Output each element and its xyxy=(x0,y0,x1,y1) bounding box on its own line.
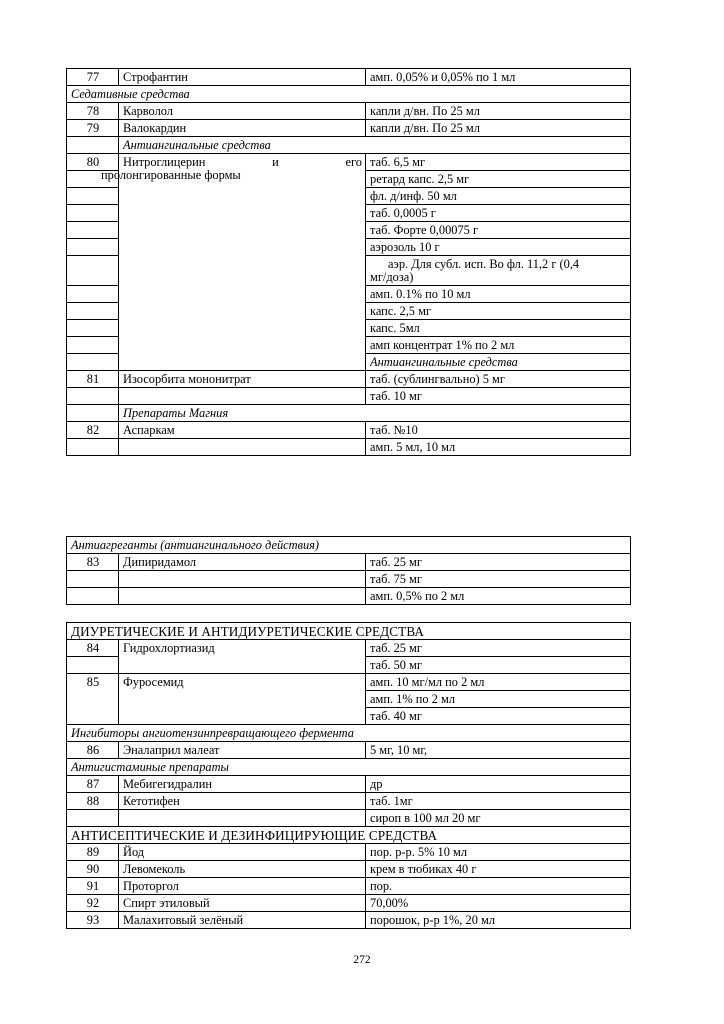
section-title: Препараты Магния xyxy=(119,405,631,422)
row-number: 84 xyxy=(67,640,119,657)
row-number: 86 xyxy=(67,742,119,759)
drug-form: таб. (сублингвально) 5 мг xyxy=(366,371,631,388)
drug-form: пор. р-р. 5% 10 мл xyxy=(366,844,631,861)
row-number: 77 xyxy=(67,69,119,86)
drug-name: Проторгол xyxy=(119,878,366,895)
drug-form: пор. xyxy=(366,878,631,895)
drug-name: Малахитовый зелёный xyxy=(119,912,366,929)
page-number: 272 xyxy=(353,954,371,966)
drug-table-antiaggregants xyxy=(66,536,631,605)
drug-form: фл. д/инф. 50 мл xyxy=(366,188,631,205)
group-header: АНТИСЕПТИЧЕСКИЕ И ДЕЗИНФИЦИРУЮЩИЕ СРЕДСТВА xyxy=(67,827,631,844)
drug-form: др xyxy=(366,776,631,793)
section-title: Антигистаминые препараты xyxy=(67,759,631,776)
table-row xyxy=(67,640,631,657)
table-row xyxy=(67,878,631,895)
drug-form: таб. Форте 0,00075 г xyxy=(366,222,631,239)
drug-form: ретард капс. 2,5 мг xyxy=(366,171,631,188)
drug-name xyxy=(101,154,366,371)
table-row xyxy=(67,588,631,605)
table-row xyxy=(67,422,631,439)
drug-form: амп. 0,5% по 2 мл xyxy=(366,588,631,605)
row-number: 93 xyxy=(67,912,119,929)
table-row xyxy=(67,103,631,120)
drug-name: Гидрохлортиазид xyxy=(119,640,366,674)
row-number: 82 xyxy=(67,422,119,439)
drug-form-line: мг/доза) xyxy=(370,270,414,284)
drug-form xyxy=(366,256,631,286)
section-title: Седативные средства xyxy=(67,86,631,103)
drug-form: таб. 0,0005 г xyxy=(366,205,631,222)
drug-table-diuretics xyxy=(66,622,631,929)
drug-form: таб. №10 xyxy=(366,422,631,439)
drug-form: аэрозоль 10 г xyxy=(366,239,631,256)
table-row xyxy=(67,388,631,405)
table-row xyxy=(67,742,631,759)
table-row xyxy=(67,120,631,137)
drug-name: Кетотифен xyxy=(119,793,366,810)
drug-name: Эналаприл малеат xyxy=(119,742,366,759)
drug-form: таб. 75 мг xyxy=(366,571,631,588)
drug-form: 70,00% xyxy=(366,895,631,912)
drug-name: Карволол xyxy=(119,103,366,120)
section-title: Антиангинальные средства xyxy=(119,137,631,154)
drug-form: капли д/вн. По 25 мл xyxy=(366,103,631,120)
table-row xyxy=(67,912,631,929)
drug-name: Строфантин xyxy=(119,69,366,86)
table-row xyxy=(67,895,631,912)
row-number: 79 xyxy=(67,120,119,137)
table-row xyxy=(67,69,631,86)
drug-form-line: аэр. Для субл. исп. Во фл. 11,2 г (0,4 xyxy=(388,257,580,271)
drug-name: Йод xyxy=(119,844,366,861)
drug-name: Спирт этиловый xyxy=(119,895,366,912)
drug-form: крем в тюбиках 40 г xyxy=(366,861,631,878)
table-row xyxy=(67,861,631,878)
row-number: 89 xyxy=(67,844,119,861)
table-row xyxy=(67,439,631,456)
section-row xyxy=(67,405,631,422)
group-header: ДИУРЕТИЧЕСКИЕ И АНТИДИУРЕТИЧЕСКИЕ СРЕДСТВА xyxy=(67,623,631,640)
drug-form: таб. 50 мг xyxy=(366,657,631,674)
table-row xyxy=(67,674,631,691)
table-row xyxy=(67,371,631,388)
header-row xyxy=(67,827,631,844)
row-number: 91 xyxy=(67,878,119,895)
table-row xyxy=(67,571,631,588)
drug-form: таб. 25 мг xyxy=(366,554,631,571)
row-number: 83 xyxy=(67,554,119,571)
row-number: 87 xyxy=(67,776,119,793)
drug-form: капс. 2,5 мг xyxy=(366,303,631,320)
row-number: 90 xyxy=(67,861,119,878)
drug-name: Мебигегидралин xyxy=(119,776,366,793)
drug-form: таб. 10 мг xyxy=(366,388,631,405)
drug-name: Фуросемид xyxy=(119,674,366,725)
row-number: 88 xyxy=(67,793,119,810)
table-row xyxy=(67,776,631,793)
drug-form: амп. 0.1% по 10 мл xyxy=(366,286,631,303)
drug-form: амп. 1% по 2 мл xyxy=(366,691,631,708)
row-number: 80 xyxy=(67,154,119,171)
drug-form: амп. 0,05% и 0,05% по 1 мл xyxy=(366,69,631,86)
drug-form: амп. 5 мл, 10 мл xyxy=(366,439,631,456)
table-row xyxy=(67,554,631,571)
table-row xyxy=(67,810,631,827)
row-number: 78 xyxy=(67,103,119,120)
drug-form: амп. 10 мг/мл по 2 мл xyxy=(366,674,631,691)
drug-name: Аспаркам xyxy=(119,422,366,439)
row-number: 92 xyxy=(67,895,119,912)
section-row xyxy=(67,86,631,103)
drug-form: таб. 1мг xyxy=(366,793,631,810)
section-row xyxy=(67,725,631,742)
table-row xyxy=(67,154,631,171)
section-row xyxy=(67,759,631,776)
section-row xyxy=(67,137,631,154)
drug-form: сироп в 100 мл 20 мг xyxy=(366,810,631,827)
drug-form: амп концентрат 1% по 2 мл xyxy=(366,337,631,354)
section-title: Антиангинальные средства xyxy=(366,354,631,371)
drug-name: Дипиридамол xyxy=(119,554,366,571)
table-row xyxy=(67,793,631,810)
drug-table-cardio xyxy=(66,68,631,456)
drug-form: 5 мг, 10 мг, xyxy=(366,742,631,759)
drug-name-line: пролонгированные формы xyxy=(101,168,241,182)
section-title: Ингибиторы ангиотензинпревращающего фермента xyxy=(67,725,631,742)
drug-form: порошок, р-р 1%, 20 мл xyxy=(366,912,631,929)
drug-form: капс. 5мл xyxy=(366,320,631,337)
drug-form: таб. 6,5 мг xyxy=(366,154,631,171)
drug-form: таб. 40 мг xyxy=(366,708,631,725)
drug-name: Изосорбита мононитрат xyxy=(119,371,366,388)
drug-name: Валокардин xyxy=(119,120,366,137)
table-row xyxy=(67,844,631,861)
drug-form: таб. 25 мг xyxy=(366,640,631,657)
row-number: 85 xyxy=(67,674,119,725)
row-number: 81 xyxy=(67,371,119,388)
header-row xyxy=(67,623,631,640)
drug-name-line: Нитроглицерин и его xyxy=(123,155,362,169)
section-row xyxy=(67,537,631,554)
drug-form: капли д/вн. По 25 мл xyxy=(366,120,631,137)
section-title: Антиагреганты (антиангинального действия) xyxy=(67,537,631,554)
drug-name: Левомеколь xyxy=(119,861,366,878)
